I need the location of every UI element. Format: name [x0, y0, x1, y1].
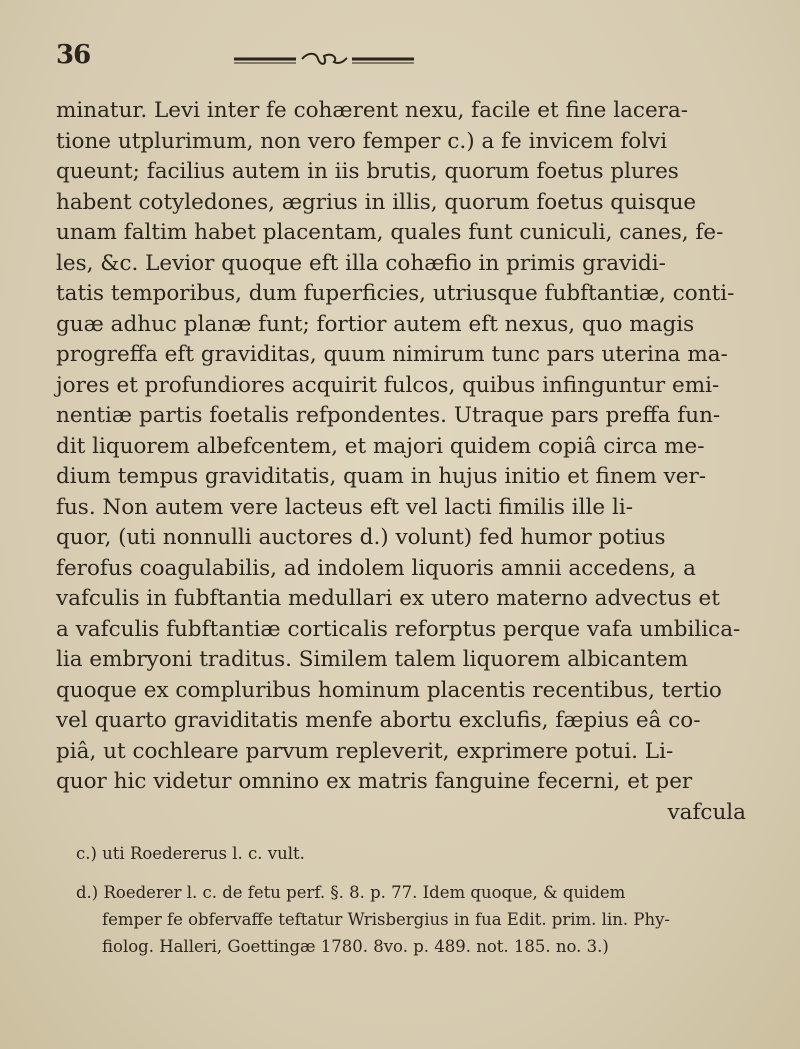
text-line: jores et profundiores acquirit fulcos, quibus infinguntur emi-	[56, 372, 720, 398]
text-line: queunt; facilius autem in iis brutis, quorum foetus plures	[56, 159, 679, 184]
text-line: quoque ex compluribus hominum placentis recentibus, tertio	[56, 677, 722, 703]
text-line: guæ adhuc planæ funt; fortior autem eft nexus, quo magis	[56, 311, 695, 337]
footnote-d-line: fiolog. Halleri, Goettingæ 1780. 8vo. p. 489. not. 185. no. 3.)	[102, 937, 609, 956]
footnotes	[76, 840, 756, 960]
footnote-c: c.) uti Roedererus l. c. vult.	[76, 844, 305, 863]
page-number: 36	[56, 40, 91, 70]
text-line: fus. Non autem vere lacteus eft vel lacti fimilis ille li-	[56, 494, 633, 520]
text-line: nentiæ partis foetalis refpondentes. Utraque pars preffa fun-	[56, 403, 721, 428]
text-line: vel quarto graviditatis menfe abortu exclufis, fæpius eâ co-	[56, 708, 701, 733]
text-line: ferofus coagulabilis, ad indolem liquoris amnii accedens, a	[56, 555, 696, 581]
text-line: unam faltim habet placentam, quales funt cuniculi, canes, fe-	[56, 220, 724, 245]
page-header	[56, 40, 576, 80]
text-line: lia embryoni traditus. Similem talem liquorem albicantem	[56, 647, 689, 672]
text-line: dium tempus graviditatis, quam in hujus initio et finem ver-	[56, 464, 707, 489]
text-line: quor hic videtur omnino ex matris fanguine fecerni, et per	[56, 769, 693, 794]
text-line: habent cotyledones, ægrius in illis, quorum foetus quisque	[56, 189, 697, 215]
text-line: progreffa eft graviditas, quum nimirum tunc pars uterina ma-	[56, 342, 728, 367]
text-line: tatis temporibus, dum fuperficies, utriusque fubftantiæ, conti-	[56, 281, 735, 306]
text-line: dit liquorem albefcentem, et majori quidem copiâ circa me-	[56, 433, 705, 459]
header-ornament-icon	[234, 52, 414, 66]
text-line: quor, (uti nonnulli auctores d.) volunt) fed humor potius	[56, 525, 666, 550]
footnote-d-line: femper fe obfervaffe teftatur Wrisbergius in fua Edit. prim. lin. Phy-	[102, 910, 670, 929]
text-line: minatur. Levi inter fe cohærent nexu, facile et fine lacera-	[56, 98, 689, 123]
main-text	[56, 96, 756, 828]
text-line: tione utplurimum, non vero femper c.) a fe invicem folvi	[56, 128, 668, 154]
text-line: vafculis in fubftantia medullari ex utero materno advectus et	[56, 586, 720, 611]
footnote-d-line: d.) Roederer l. c. de fetu perf. §. 8. p. 77. Idem quoque, & quidem	[76, 883, 626, 902]
catchword: vafcula	[667, 799, 746, 825]
text-line: les, &c. Levior quoque eft illa cohæfio in primis gravidi-	[56, 250, 666, 276]
text-line: piâ, ut cochleare parvum repleverit, exprimere potui. Li-	[56, 738, 674, 764]
text-line: a vafculis fubftantiæ corticalis reforptus perque vafa umbilica-	[56, 616, 741, 642]
